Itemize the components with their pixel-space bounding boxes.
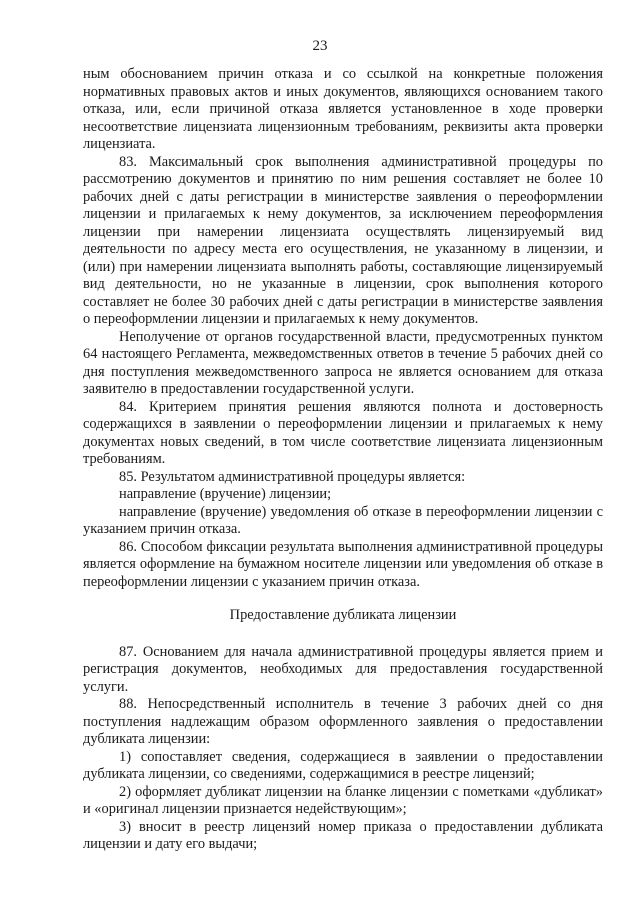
- paragraph-continuation: ным обоснованием причин отказа и со ссылкой на конкретные положения нормативных правовых актов и иных документов, являющихся основанием такого отказа, или, если причиной отказа является установленное в ходе проверки несоответствие лицензиата лицензионным требованиям, реквизиты акта проверки лицензиата.: [83, 66, 603, 152]
- paragraph-83: 83. Максимальный срок выполнения административной процедуры по рассмотрению документов и принятию по ним решения составляет не более 10 рабочих дней с даты регистрации в министерстве заявления о переоформлении лицензии и прилагаемых к нему документов, за исключением переоформления лицензии при намерении лицензиата осуществлять лицензируемый вид деятельности по адресу места его осуществления, не указанному в лицензии, и (или) при намерении лицензиата выполнять работы, составляющие лицензируемый вид деятельности, но не указанные в лицензии, срок выполнения которого составляет не более 30 рабочих дней с даты регистрации в министерстве заявления о переоформлении лицензии и прилагаемых к нему документов.: [83, 153, 603, 327]
- paragraph-85-item-1: направление (вручение) лицензии;: [119, 486, 332, 502]
- paragraph-88-item-2: 2) оформляет дубликат лицензии на бланке лицензии с пометками «дубликат» и «оригинал лицензии признается недействующим»;: [83, 783, 603, 817]
- paragraph-87: 87. Основанием для начала административной процедуры является прием и регистрация документов, необходимых для предоставления государственной услуги.: [83, 643, 603, 695]
- paragraph-interagency-responses: Неполучение от органов государственной власти, предусмотренных пунктом 64 настоящего Регламента, межведомственных ответов в течение 5 рабочих дней со дня поступления межведомственного запроса не является основанием для отказа заявителю в предоставлении государственной услуги.: [83, 328, 603, 397]
- paragraph-88-item-1: 1) сопоставляет сведения, содержащиеся в заявлении о предоставлении дубликата лицензии, со сведениями, содержащимися в реестре лицензий;: [83, 748, 603, 782]
- section-heading: Предоставление дубликата лицензии: [229, 607, 457, 623]
- paragraph-88-item-3: 3) вносит в реестр лицензий номер приказа о предоставлении дубликата лицензии и дату его выдачи;: [83, 818, 603, 852]
- paragraph-85: 85. Результатом административной процедуры является:: [119, 468, 466, 485]
- document-body: [83, 66, 603, 854]
- paragraph-84: 84. Критерием принятия решения являются полнота и достоверность содержащихся в заявлении о переоформлении лицензии и прилагаемых к нему документах новых сведений, в том числе соответствие лицензиата лицензионным требованиям.: [83, 398, 603, 467]
- page-number: 23: [312, 38, 328, 54]
- paragraph-88: 88. Непосредственный исполнитель в течение 3 рабочих дней со дня поступления надлежащим образом оформленного заявления о предоставлении дубликата лицензии:: [83, 696, 603, 747]
- paragraph-85-item-2: направление (вручение) уведомления об отказе в переоформлении лицензии с указанием причин отказа.: [83, 503, 603, 537]
- paragraph-86: 86. Способом фиксации результата выполнения административной процедуры является оформление на бумажном носителе лицензии или уведомления об отказе в переоформлении лицензии с указанием причин отказа.: [83, 538, 603, 590]
